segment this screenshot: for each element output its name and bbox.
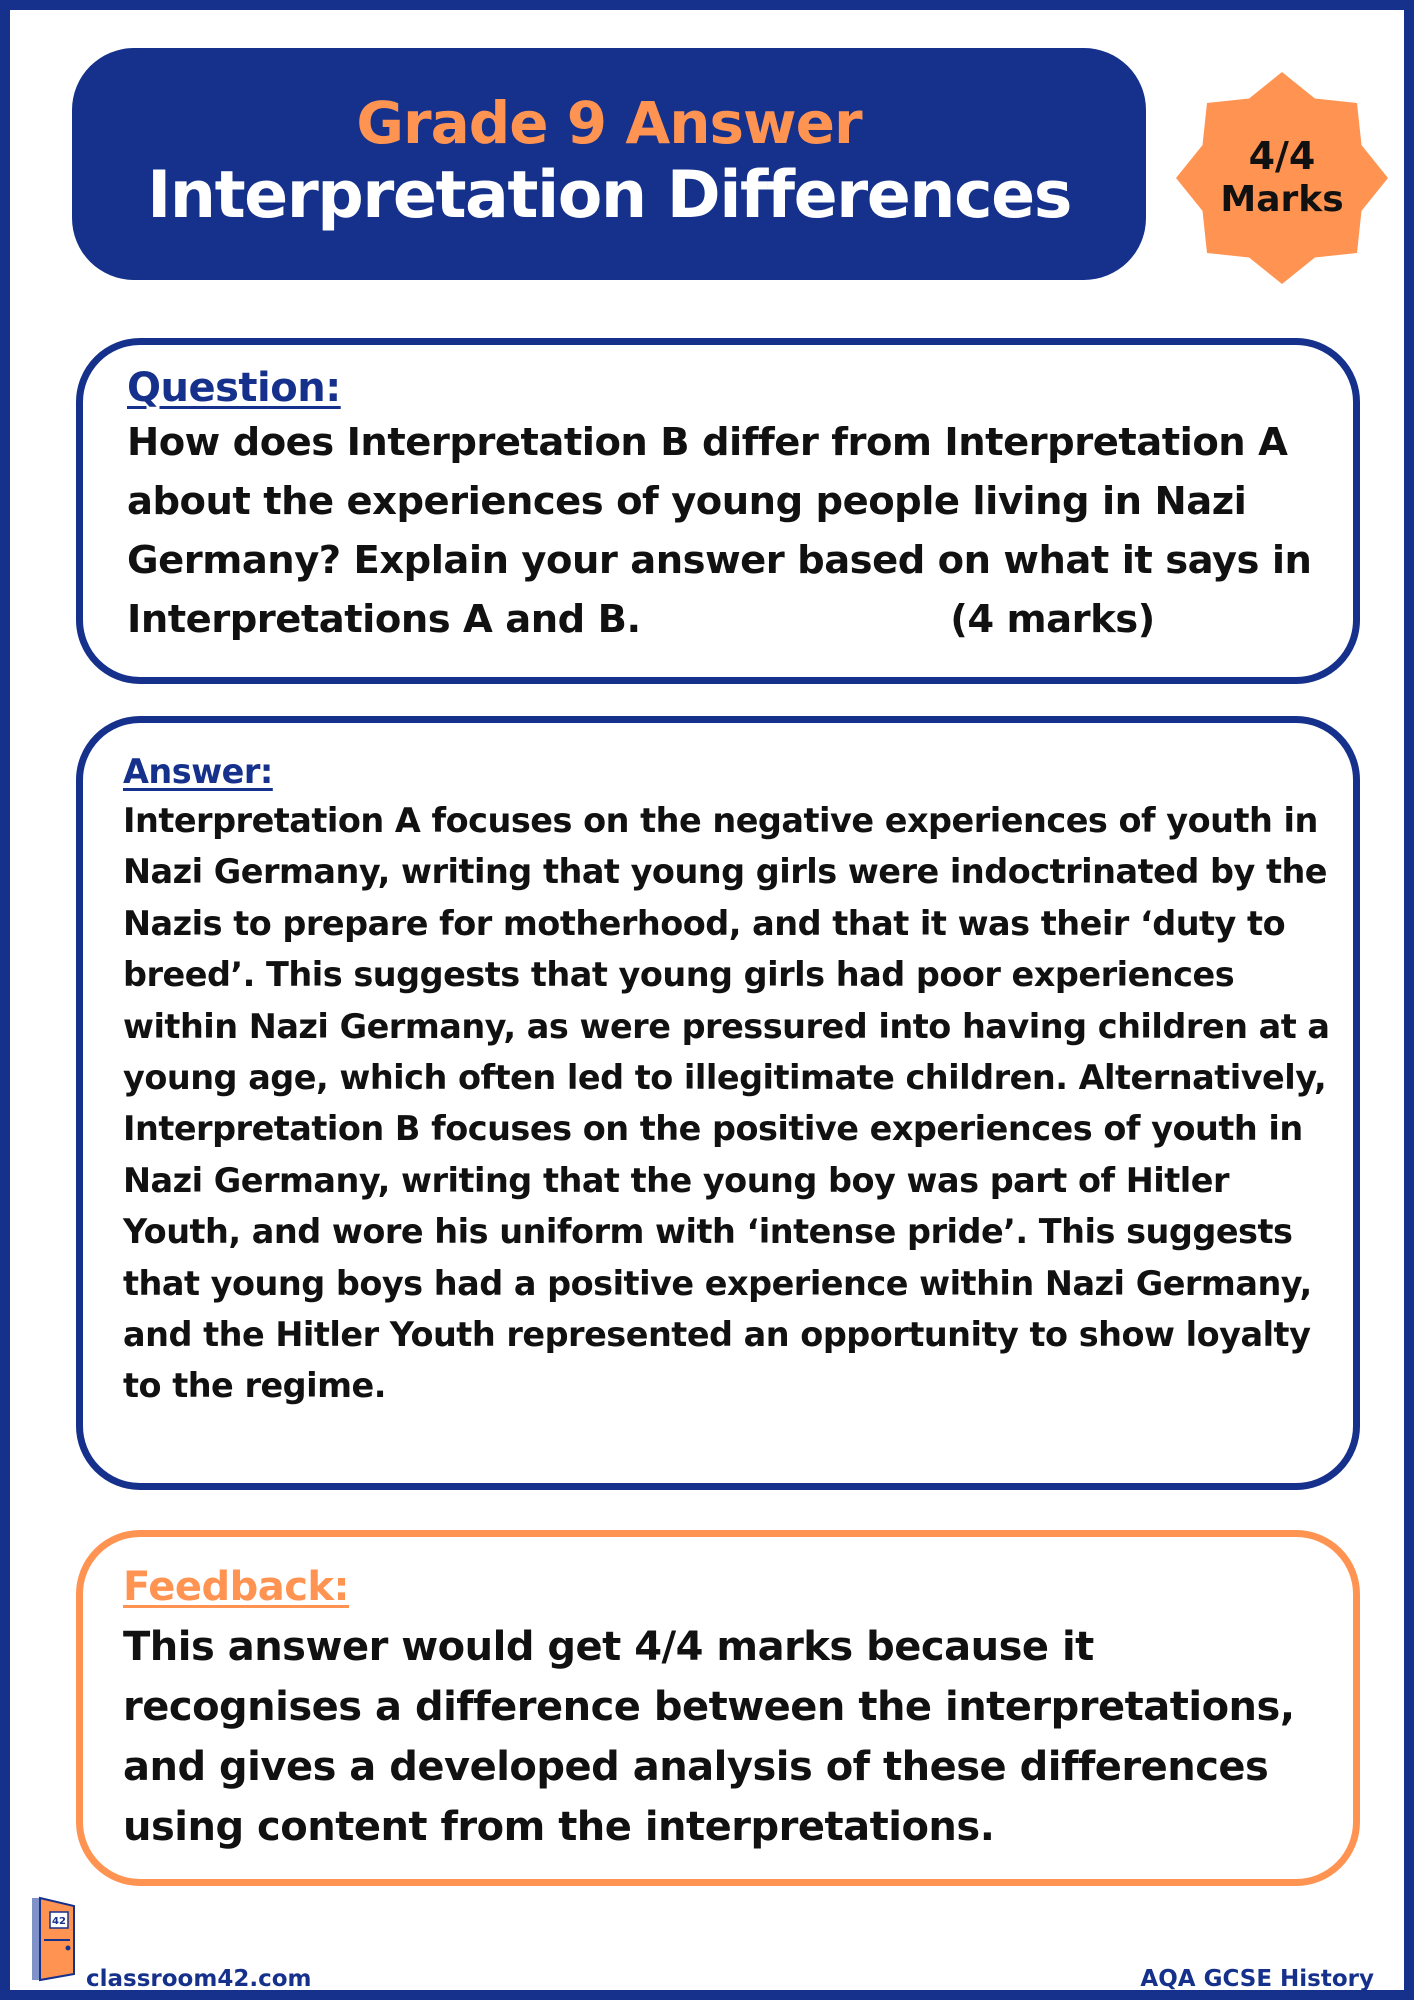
grade-subtitle: Grade 9 Answer — [356, 88, 862, 157]
question-heading: Question: — [127, 365, 341, 411]
question-text: How does Interpretation B differ from Interpretation A about the experiences of young people living in Nazi Germany? Explain your answer based on what it says in Interpretations A and B. (4 marks) — [127, 420, 1325, 642]
answer-text: Interpretation A focuses on the negative experiences of youth in Nazi Germany, writing that young girls were indoctrinated by the Nazis to prepare for motherhood, and that it was their ‘duty to breed’. This suggests that young girls had poor experiences within Nazi Germany, as were pressured into having children at a young age, which often led to illegitimate children. Alternatively, Interpretation B focuses on the positive experiences of youth in Nazi Germany, writing that the young boy was part of Hitler Youth, and wore his uniform with ‘intense pride’. This suggests that young boys had a positive experience within Nazi Germany, and the Hitler Youth represented an opportunity to show loyalty to the regime. — [123, 801, 1330, 1406]
page-title: Interpretation Differences — [147, 158, 1071, 234]
answer-box — [76, 716, 1360, 1490]
title-banner — [72, 48, 1146, 280]
marks-label: Marks — [1220, 179, 1344, 221]
feedback-heading: Feedback: — [123, 1564, 350, 1610]
answer-heading: Answer: — [123, 752, 273, 791]
classroom-door-logo-icon — [28, 1894, 84, 1984]
question-box — [76, 338, 1360, 684]
feedback-box — [76, 1530, 1360, 1886]
marks-score: 4/4 — [1248, 134, 1316, 179]
course-label: AQA GCSE History — [1140, 1966, 1374, 1992]
marks-badge — [1172, 68, 1392, 288]
logo-number: 42 — [52, 1916, 66, 1927]
website-link[interactable]: classroom42.com — [86, 1966, 312, 1992]
feedback-text: This answer would get 4/4 marks because it recognises a difference between the interpretations, and gives a developed analysis of these differences using content from the interpretations. — [123, 1624, 1295, 1850]
